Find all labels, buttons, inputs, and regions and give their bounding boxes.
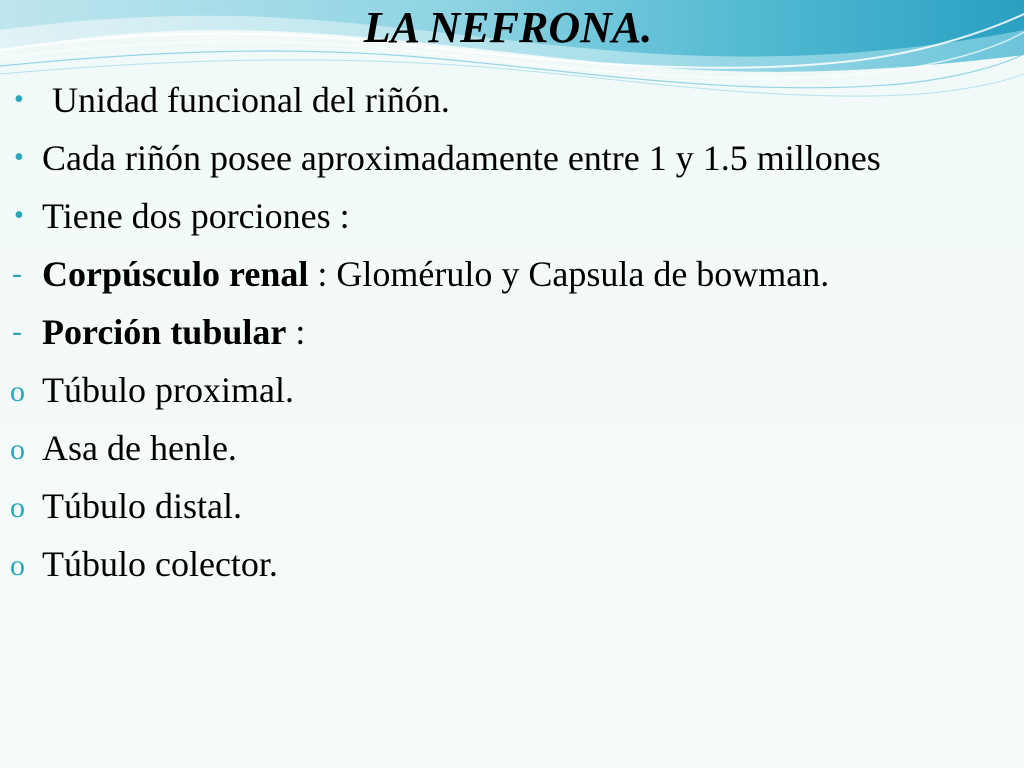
bullet-marker: •: [14, 84, 24, 115]
circle-marker: o: [10, 549, 25, 582]
list-item-text: Unidad funcional del riñón.: [52, 80, 450, 120]
list-item: [10, 308, 970, 356]
dash-marker: -: [12, 315, 22, 348]
list-item: [10, 366, 970, 414]
list-item-text: Túbulo proximal.: [42, 370, 294, 410]
circle-marker: o: [10, 491, 25, 524]
list-item-text: Túbulo distal.: [42, 486, 242, 526]
list-item: [10, 424, 970, 472]
bullet-marker: •: [14, 142, 24, 173]
bullet-marker: •: [14, 200, 24, 231]
list-item-text: Asa de henle.: [42, 428, 237, 468]
list-item-text: Corpúsculo renal : Glomérulo y Capsula de bowman.: [42, 254, 830, 294]
list-item-text: Tiene dos porciones :: [42, 196, 350, 236]
list-item: [10, 134, 970, 182]
circle-marker: o: [10, 433, 25, 466]
list-item-text: Túbulo colector.: [42, 544, 278, 584]
slide-title: LA NEFRONA.: [363, 3, 653, 52]
list-item: [10, 192, 970, 240]
list-item: [10, 482, 970, 530]
list-item-text: Cada riñón posee aproximadamente entre 1 y 1.5 millones: [42, 138, 881, 178]
list-item: [10, 250, 970, 298]
dash-marker: -: [12, 257, 22, 290]
list-item: [10, 540, 970, 588]
list-item: [10, 76, 970, 124]
list-item-text: Porción tubular :: [42, 312, 306, 352]
bullet-list: [10, 76, 970, 598]
circle-marker: o: [10, 375, 25, 408]
